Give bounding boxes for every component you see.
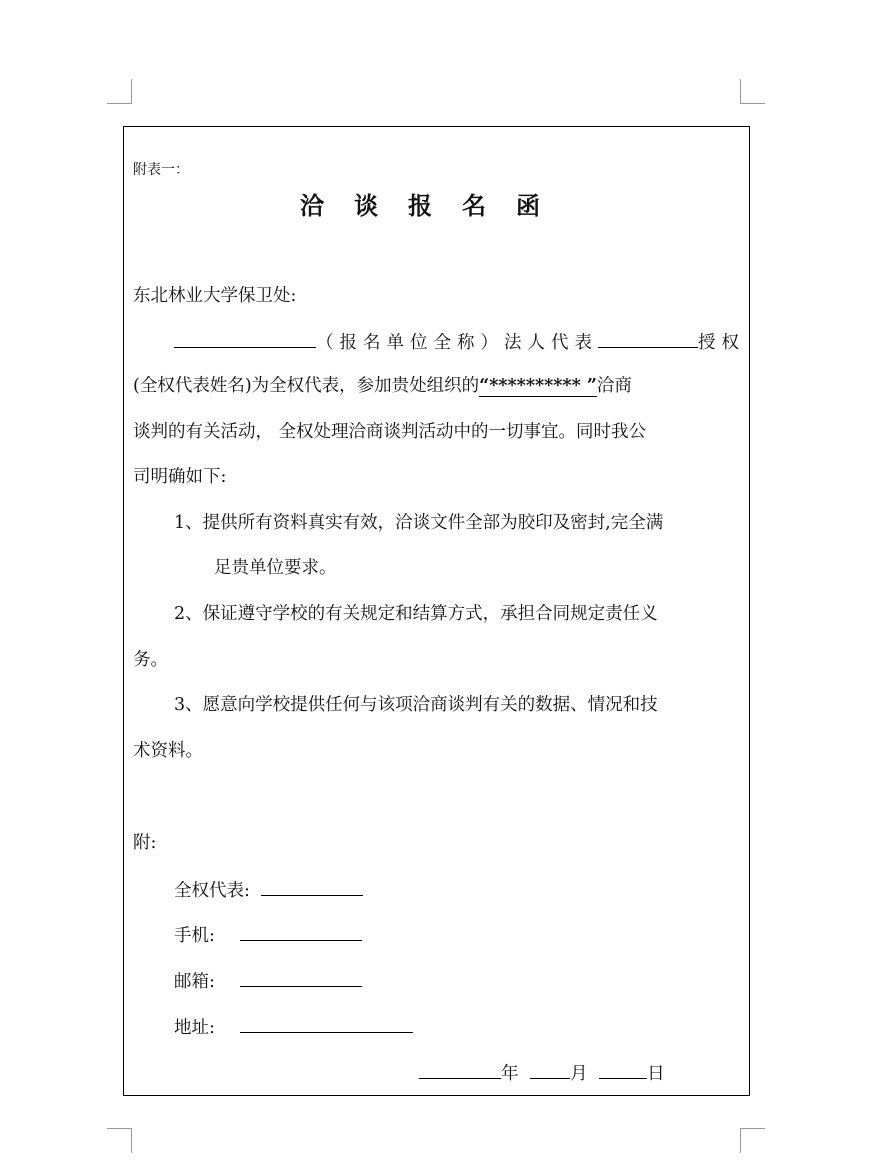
day-field[interactable] [599,1060,647,1079]
email-label: 邮箱: [174,972,215,992]
list-item-1-cont: 足贵单位要求。 [214,558,337,578]
list-item-1: 1、提供所有资料真实有效，洽谈文件全部为胶印及密封,完全满 [174,513,664,533]
appendix-label: 附: [133,833,157,853]
list-item-2-cont: 务。 [133,650,168,670]
attachment-label: 附表一： [133,162,189,178]
paragraph-line-1 [174,329,745,355]
crop-mark-top-left [107,79,132,104]
addressee: 东北林业大学保卫处: [133,286,297,306]
list-item-3-cont: 术资料。 [133,741,203,761]
legal-rep-blank[interactable] [598,329,698,348]
page-title: 洽谈报名函 [300,192,570,220]
email-row [174,968,362,994]
crop-mark-bottom-right [740,1128,765,1153]
address-field[interactable] [240,1014,413,1033]
date-row [419,1060,665,1086]
rep-row [174,877,363,903]
phone-field[interactable] [240,922,362,941]
address-row [174,1014,413,1040]
project-name-field: “********** ” [479,376,597,396]
day-label: 日 [647,1064,665,1084]
paragraph-line-3: 谈判的有关活动， 全权处理洽商谈判活动中的一切事宜。同时我公 [133,422,647,442]
list-item-2: 2、保证遵守学校的有关规定和结算方式，承担合同规定责任义 [174,604,658,624]
company-name-blank[interactable] [174,329,316,348]
rep-label: 全权代表: [174,881,250,901]
paragraph-line-4: 司明确如下: [133,467,227,487]
rep-field[interactable] [261,877,363,896]
year-field[interactable] [419,1060,501,1079]
crop-mark-bottom-left [107,1128,132,1153]
text-segment: （报名单位全称）法人代表 [316,333,598,353]
phone-row [174,922,362,948]
paragraph-line-2 [133,374,632,398]
crop-mark-top-right [740,79,765,104]
month-field[interactable] [530,1060,570,1079]
text-segment: 授权 [698,333,745,353]
list-item-3: 3、愿意向学校提供任何与该项洽商谈判有关的数据、情况和技 [174,695,658,715]
address-label: 地址: [174,1018,215,1038]
year-label: 年 [501,1064,519,1084]
text-segment: 洽商 [596,376,632,396]
text-segment: (全权代表姓名)为全权代表，参加贵处组织的 [133,376,480,396]
month-label: 月 [570,1064,588,1084]
email-field[interactable] [240,968,362,987]
phone-label: 手机: [174,926,215,946]
